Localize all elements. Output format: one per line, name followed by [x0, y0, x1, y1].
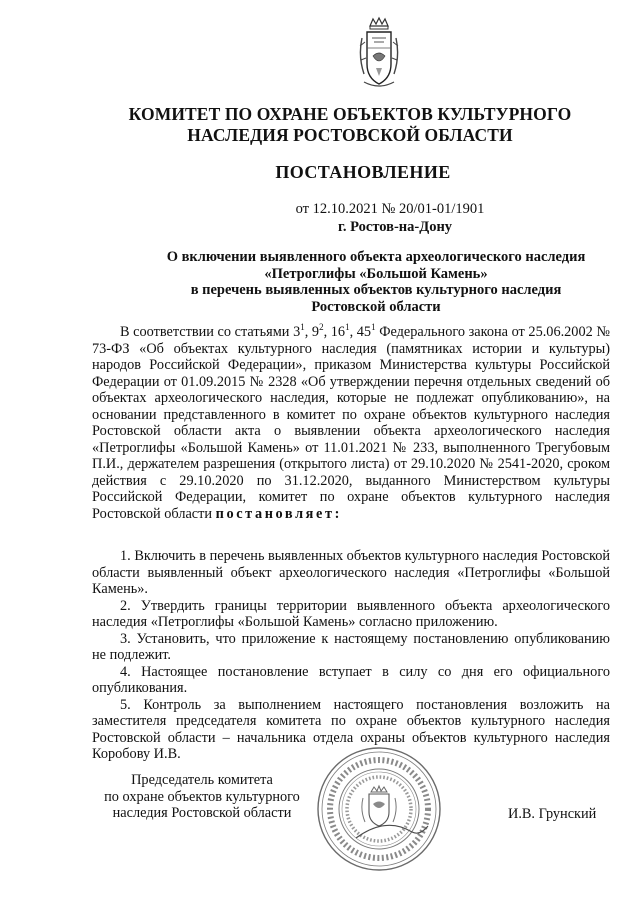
superscript: 1 [300, 322, 305, 333]
preamble-text: , 45 [349, 324, 372, 340]
superscript: 1 [371, 322, 376, 333]
organization-title [0, 104, 640, 146]
signatory-name: И.В. Грунский [508, 806, 597, 822]
resolution-item-5: 5. Контроль за выполнением настоящего постановления возложить на заместителя председателя комитета по охране объектов культурного наследия Ростовской области – начальника отдела охраны объектов культурного наследия Коробову И.В. [92, 696, 610, 762]
subject-line-2: «Петроглифы «Большой Камень» [264, 265, 488, 282]
resolution-item-4: 4. Настоящее постановление вступает в силу со дня его официального опубликования. [92, 663, 610, 696]
document-type [0, 162, 640, 183]
org-line-1: КОМИТЕТ ПО ОХРАНЕ ОБЪЕКТОВ КУЛЬТУРНОГО [128, 104, 572, 124]
resolution-item-3: 3. Установить, что приложение к настоящему постановлению опубликованию не подлежит. [92, 630, 610, 663]
resolves-word: постановляет: [215, 505, 342, 522]
superscript: 2 [319, 322, 324, 333]
preamble-text: В соответствии со статьями 3 [120, 324, 301, 340]
subject-line-1: О включении выявленного объекта археологического наследия [166, 249, 586, 265]
subject-line-3: в перечень выявленных объектов культурного наследия [190, 282, 562, 298]
date-number: от 12.10.2021 № 20/01-01/1901 [295, 201, 485, 217]
org-line-2: НАСЛЕДИЯ РОСТОВСКОЙ ОБЛАСТИ [187, 125, 513, 145]
signatory-title-line-1: Председатель комитета [131, 772, 273, 788]
preamble-text: Федерального закона от 25.06.2002 № 73-ФЗ «Об объектах культурного наследия (памятниках истории и культуры) народов Российской Федерации», приказом Министерства культуры Российской Федерации от 01.09.2015 № 2328 «Об утверждении перечня отдельных сведений об объектах археологического наследия, которые не подлежат опубликованию», на основании представленного в комитет по охране объектов культурного наследия Ростовской области акта о выявлении объекта археологического наследия «Петроглифы «Большой Камень» от 11.01.2021 № 233, выполненного Трегубовым П.И., держателем разрешения (открытого листа) от 29.10.2020 № 2541-2020, сроком действия с 29.10.2020 по 31.12.2020, выданного Министерством культуры Российской Федерации, комитет по охране объектов культурного наследия Ростовской области [92, 324, 611, 522]
document-body [92, 324, 610, 763]
superscript: 1 [345, 322, 350, 333]
preamble-text: , 16 [323, 324, 346, 340]
preamble-paragraph [92, 324, 610, 522]
spacer [92, 522, 610, 548]
resolution-items [92, 548, 610, 763]
rostov-oblast-coat-of-arms-icon [356, 16, 402, 90]
resolution-item-2: 2. Утвердить границы территории выявленного объекта археологического наследия «Петроглифы «Большой Камень» согласно приложению. [92, 597, 610, 630]
signatory-title-line-3: наследия Ростовской области [112, 805, 292, 821]
subject-line-4: Ростовской области [311, 298, 441, 315]
signatory-title-line-2: по охране объектов культурного [104, 788, 300, 805]
preamble-text: , 9 [304, 324, 320, 340]
document-type-label: ПОСТАНОВЛЕНИЕ [275, 162, 451, 182]
signatory-title [92, 772, 312, 822]
official-round-seal-icon [316, 746, 442, 872]
resolution-item-1: 1. Включить в перечень выявленных объектов культурного наследия Ростовской области выявленный объект археологического наследия «Петроглифы «Большой Камень». [92, 548, 610, 597]
city: г. Ростов-на-Дону [337, 219, 453, 235]
date-and-place [0, 200, 640, 236]
document-subject [0, 249, 640, 315]
